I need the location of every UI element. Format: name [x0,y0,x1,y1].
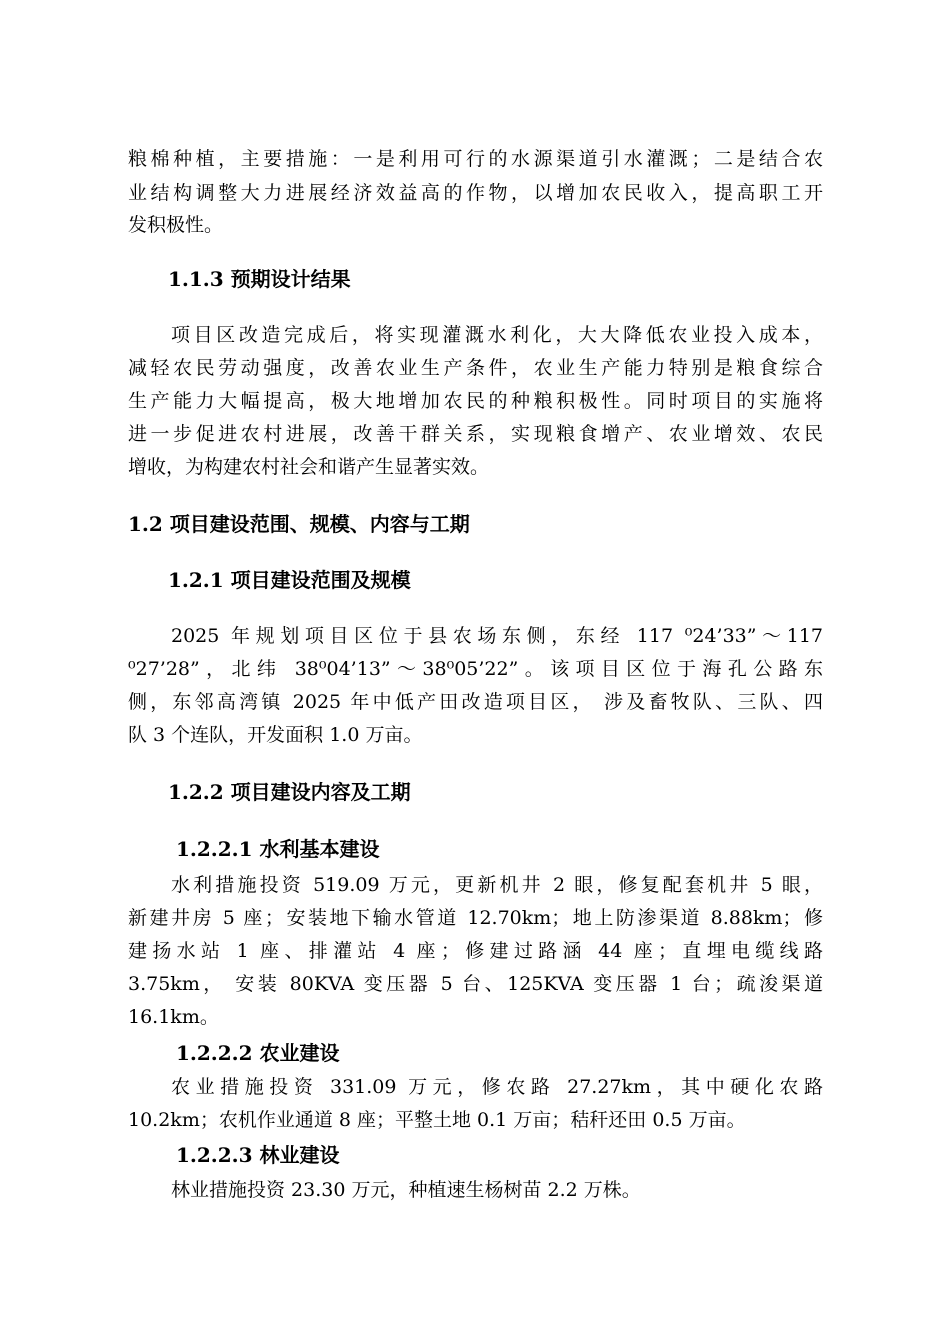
paragraph-line: 10.2km；农机作业通道 8 座；平整土地 0.1 万亩；秸秆还田 0.5 万亩。 [128,1109,746,1131]
paragraph-line: 粮棉种植，主要措施：一是利用可行的水源渠道引水灌溉；二是结合农 [128,148,823,170]
paragraph-line: 业结构调整大力进展经济效益高的作物，以增加农民收入，提高职工开 [128,182,823,204]
paragraph-line: 3.75km， 安装 80KVA 变压器 5 台、125KVA 变压器 1 台；疏浚渠道 [128,973,823,995]
paragraph-line: 发积极性。 [128,214,224,236]
paragraph-line: 2025 年规划项目区位于县农场东侧，东经 117 ⁰24’33”～117 [171,625,823,647]
paragraph-line: 农业措施投资 331.09 万元，修农路 27.27km，其中硬化农路 [171,1076,823,1098]
paragraph-line: 林业措施投资 23.30 万元，种植速生杨树苗 2.2 万株。 [171,1179,641,1201]
paragraph-line: ⁰27’28”，北纬 38⁰04’13”～38⁰05’22”。该项目区位于海孔公路东 [128,658,823,680]
paragraph-line: 侧，东邻高湾镇 2025 年中低产田改造项目区， 涉及畜牧队、三队、四 [128,691,823,713]
paragraph-line: 进一步促进农村进展，改善干群关系，实现粮食增产、农业增效、农民 [128,423,823,445]
paragraph-line: 减轻农民劳动强度，改善农业生产条件，农业生产能力特别是粮食综合 [128,357,823,379]
section-heading-1-2-2-2: 1.2.2.2 农业建设 [176,1041,340,1065]
section-heading-1-2-1: 1.2.1 项目建设范围及规模 [168,568,411,592]
section-heading-1-1-3: 1.1.3 预期设计结果 [168,267,351,291]
section-heading-1-2-2-3: 1.2.2.3 林业建设 [176,1143,340,1167]
paragraph-line: 生产能力大幅提高，极大地增加农民的种粮积极性。同时项目的实施将 [128,390,823,412]
paragraph-line: 增收，为构建农村社会和谐产生显著实效。 [128,456,490,478]
paragraph-line: 项目区改造完成后，将实现灌溉水利化，大大降低农业投入成本， [171,324,823,346]
paragraph-line: 建扬水站 1 座、排灌站 4 座；修建过路涵 44 座；直埋电缆线路 [128,940,823,962]
section-heading-1-2: 1.2 项目建设范围、规模、内容与工期 [128,512,470,536]
paragraph-line: 新建井房 5 座；安装地下输水管道 12.70km；地上防渗渠道 8.88km；修 [128,907,823,929]
paragraph-line: 队 3 个连队，开发面积 1.0 万亩。 [128,724,423,746]
section-heading-1-2-2-1: 1.2.2.1 水利基本建设 [176,837,380,861]
paragraph-line: 16.1km。 [128,1006,219,1028]
section-heading-1-2-2: 1.2.2 项目建设内容及工期 [168,780,411,804]
paragraph-line: 水利措施投资 519.09 万元，更新机井 2 眼，修复配套机井 5 眼， [171,874,823,896]
